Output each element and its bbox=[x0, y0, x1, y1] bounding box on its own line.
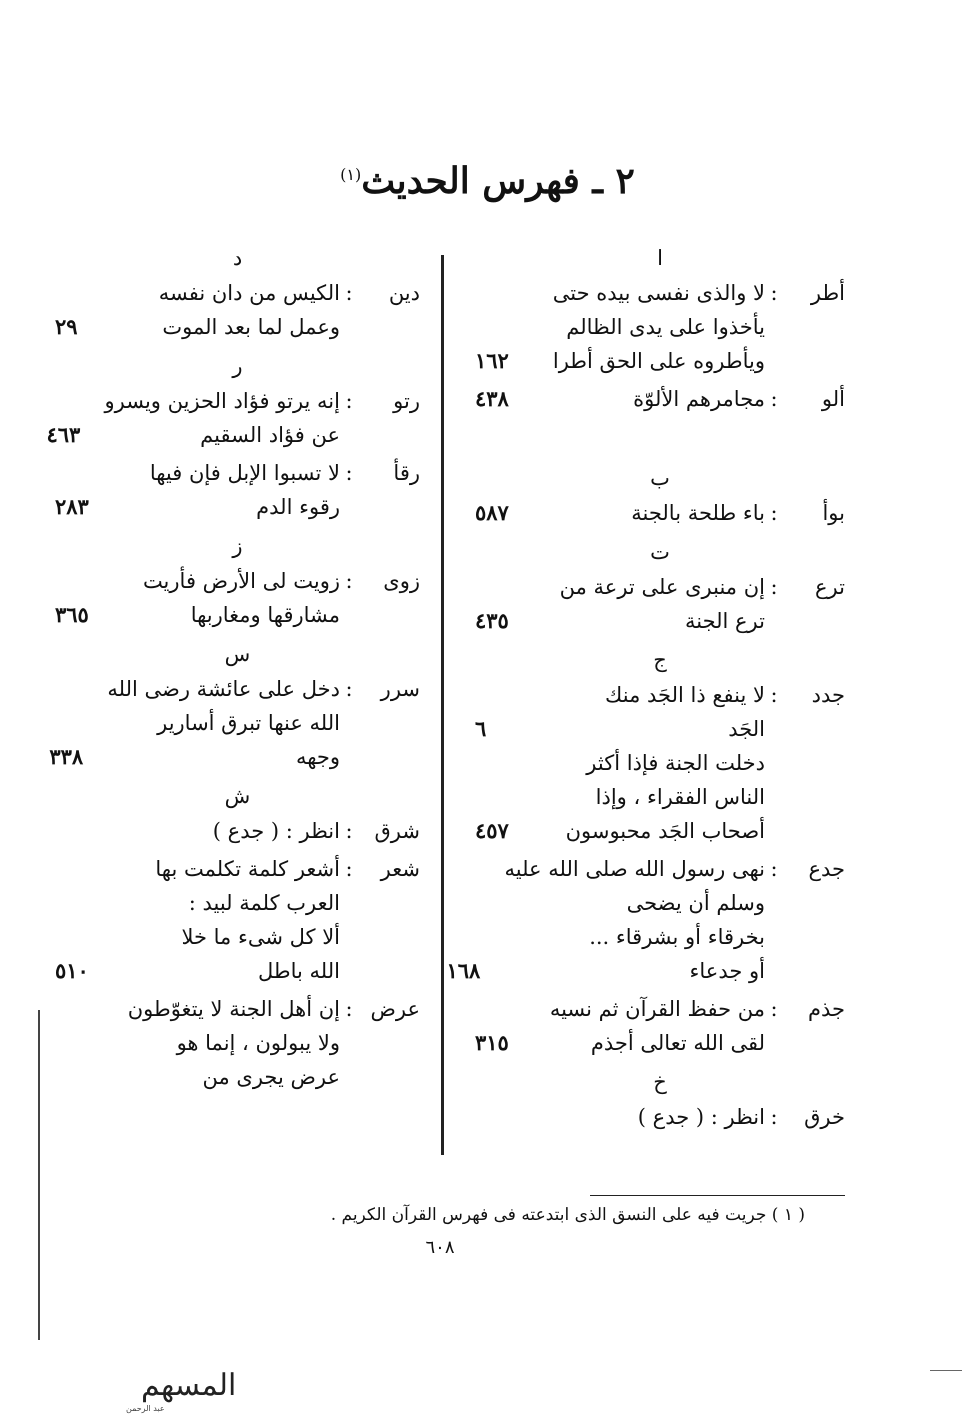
hadith-text: أو جدعاء bbox=[689, 959, 765, 983]
letter-section-header: ب bbox=[650, 466, 670, 490]
entry-separator: : bbox=[770, 501, 778, 525]
page-reference bbox=[55, 992, 113, 1026]
letter-section-header: ش bbox=[224, 784, 251, 808]
entry-line bbox=[49, 706, 340, 740]
entry-line bbox=[446, 886, 765, 920]
index-entry bbox=[475, 382, 845, 416]
entry-text-block bbox=[475, 570, 765, 638]
entry-separator: : bbox=[345, 997, 353, 1021]
index-entry bbox=[475, 992, 845, 1060]
entry-separator: : bbox=[345, 569, 353, 593]
hadith-text: لا ينفع ذا الجَد منك bbox=[605, 683, 765, 707]
entry-line bbox=[55, 456, 340, 490]
page-reference: ٣١٥ bbox=[475, 1030, 509, 1055]
page-number: ٦٠٨ bbox=[425, 1237, 455, 1258]
page-reference: ٥٨٧ bbox=[475, 500, 509, 525]
entry-root: جذم bbox=[807, 997, 845, 1021]
page-reference bbox=[475, 310, 533, 344]
entry-line bbox=[475, 382, 765, 416]
hadith-text: زويت لى الأرض فأريت bbox=[142, 569, 340, 593]
entry-line bbox=[55, 992, 340, 1026]
entry-line bbox=[475, 1100, 765, 1134]
entry-root: شعر bbox=[380, 857, 420, 881]
footnote-rule bbox=[590, 1195, 845, 1196]
entry-root: عرض bbox=[370, 997, 420, 1021]
page-reference: ٤٣٥ bbox=[475, 608, 509, 633]
stamp-main-text: المسهم bbox=[141, 1368, 237, 1403]
entry-line bbox=[47, 384, 341, 418]
page-reference bbox=[47, 384, 105, 418]
entry-line bbox=[55, 276, 340, 310]
hadith-text: ألا كل شىء ما خلا bbox=[181, 925, 340, 949]
entry-line bbox=[475, 746, 765, 780]
page-reference: ٢٩ bbox=[55, 314, 78, 339]
entry-line bbox=[49, 672, 340, 706]
page-reference: ٢٨٣ bbox=[55, 494, 89, 519]
page-reference bbox=[446, 852, 504, 886]
footnote: ( ١ ) جريت فيه على النسق الذى ابتدعته فى فهرس القرآن الكريم . bbox=[330, 1205, 805, 1225]
page-reference: ٤٥٧ bbox=[475, 818, 509, 843]
entry-root: خرق bbox=[804, 1105, 845, 1129]
library-stamp-logo bbox=[6, 1355, 237, 1417]
entry-root: أطر bbox=[810, 281, 845, 305]
hadith-text: مجامرهم الألوّة bbox=[633, 387, 765, 411]
page-reference bbox=[475, 678, 533, 712]
index-entry bbox=[475, 570, 845, 638]
entry-root: ترع bbox=[815, 575, 845, 599]
hadith-text: ترع الجنة bbox=[684, 609, 765, 633]
letter-section-header: د bbox=[232, 246, 243, 270]
entry-text-block bbox=[49, 672, 340, 774]
entry-text-block bbox=[475, 276, 765, 378]
index-entry bbox=[475, 678, 845, 848]
entry-line bbox=[475, 570, 765, 604]
entry-line bbox=[475, 780, 765, 814]
entry-text-block bbox=[47, 384, 341, 452]
hadith-text: دخل على عائشة رضى الله bbox=[107, 677, 340, 701]
entry-root: رقأ bbox=[393, 461, 420, 485]
letter-section-header: ج bbox=[653, 648, 667, 672]
entry-root: زوى bbox=[383, 569, 420, 593]
page-reference: ٣٦٥ bbox=[55, 602, 89, 627]
letter-section-header: ت bbox=[650, 540, 670, 564]
entry-root: رتو bbox=[393, 389, 420, 413]
entry-text-block bbox=[55, 564, 340, 632]
letter-section-header: ر bbox=[232, 354, 243, 378]
entry-text-block bbox=[475, 678, 765, 848]
entry-root: شرق bbox=[374, 819, 420, 843]
right-column bbox=[446, 240, 845, 1138]
entry-root: دين bbox=[388, 281, 420, 305]
entry-line bbox=[446, 920, 765, 954]
hadith-text: إن منبرى على ترعة من bbox=[559, 575, 765, 599]
hadith-text: الناس الفقراء ، وإذا bbox=[595, 785, 765, 809]
index-entry bbox=[55, 564, 420, 632]
entry-line bbox=[55, 1026, 340, 1060]
hadith-text: عرض يجرى من bbox=[202, 1065, 340, 1089]
entry-line bbox=[55, 1060, 340, 1094]
hadith-text: ولا يبولون ، إنما هو bbox=[176, 1031, 340, 1055]
hadith-text: أصحاب الجَد محبوسون bbox=[565, 819, 765, 843]
hadith-text: رقوء الدم bbox=[256, 495, 340, 519]
entry-text-block bbox=[475, 382, 765, 416]
index-entry bbox=[475, 496, 845, 530]
entry-separator: : bbox=[770, 997, 778, 1021]
entry-root: بوأ bbox=[822, 501, 845, 525]
index-entry bbox=[475, 276, 845, 378]
hadith-text: وجهه bbox=[295, 745, 340, 769]
hadith-text: الكيس من دان نفسه bbox=[158, 281, 340, 305]
title-footnote-marker: (١) bbox=[340, 165, 362, 184]
page-reference bbox=[55, 276, 113, 310]
page-reference bbox=[49, 706, 107, 740]
index-entry bbox=[49, 672, 420, 774]
entry-separator: : bbox=[770, 1105, 778, 1129]
page-reference bbox=[55, 564, 113, 598]
page-reference: ٤٦٣ bbox=[46, 422, 81, 447]
index-entry bbox=[55, 456, 420, 524]
scan-edge-line bbox=[38, 1010, 40, 1340]
hadith-text: انظر : ( جدع ) bbox=[212, 819, 340, 843]
page-reference bbox=[55, 886, 113, 920]
entry-separator: : bbox=[345, 819, 353, 843]
hadith-text: العرب كلمة لبيد : bbox=[188, 891, 340, 915]
page-reference bbox=[49, 672, 107, 706]
entry-line bbox=[446, 852, 765, 886]
page-reference bbox=[475, 746, 533, 780]
page-reference bbox=[55, 814, 113, 848]
title-text: ٢ ـ فهرس الحديث bbox=[361, 160, 635, 202]
letter-section-header: س bbox=[224, 642, 251, 666]
page-reference bbox=[475, 780, 533, 814]
hadith-text: من حفظ القرآن ثم نسيه bbox=[549, 997, 765, 1021]
page-reference: ١٦٨ bbox=[446, 958, 481, 983]
section-gap bbox=[475, 420, 845, 460]
page-reference bbox=[55, 920, 113, 954]
index-entry bbox=[475, 1100, 845, 1134]
stamp-small-text: عبد الرحمن bbox=[126, 1404, 165, 1413]
page-title bbox=[0, 160, 975, 202]
entry-line bbox=[47, 418, 341, 452]
scan-edge-mark bbox=[930, 1370, 962, 1371]
entry-line bbox=[55, 886, 340, 920]
entry-line bbox=[475, 344, 765, 378]
entry-line bbox=[49, 740, 340, 774]
entry-text-block bbox=[475, 992, 765, 1060]
entry-text-block bbox=[475, 1100, 765, 1134]
entry-line bbox=[475, 712, 765, 746]
index-entry bbox=[55, 276, 420, 344]
entry-line bbox=[55, 852, 340, 886]
entry-line bbox=[55, 920, 340, 954]
letter-section-header: خ bbox=[653, 1070, 667, 1094]
page-reference bbox=[475, 276, 533, 310]
entry-line bbox=[475, 276, 765, 310]
page-reference: ١٦٢ bbox=[475, 348, 509, 373]
entry-line bbox=[55, 490, 340, 524]
page-reference bbox=[55, 456, 113, 490]
entry-line bbox=[475, 992, 765, 1026]
entry-separator: : bbox=[770, 575, 778, 599]
entry-line bbox=[475, 496, 765, 530]
hadith-text: إنه يرتو فؤاد الحزين ويسرو bbox=[104, 389, 340, 413]
page-reference bbox=[475, 1100, 533, 1134]
page-reference bbox=[55, 852, 113, 886]
page-reference bbox=[55, 1060, 113, 1094]
hadith-text: عن فؤاد السقيم bbox=[200, 423, 340, 447]
hadith-text: لا تسبوا الإبل فإن فيها bbox=[149, 461, 340, 485]
entry-separator: : bbox=[770, 857, 778, 881]
left-column bbox=[46, 240, 420, 1098]
entry-root: ألو bbox=[821, 387, 845, 411]
entry-separator: : bbox=[345, 389, 353, 413]
entry-text-block bbox=[446, 852, 765, 988]
hadith-text: دخلت الجنة فإذا أكثر bbox=[586, 751, 765, 775]
page-reference bbox=[475, 570, 533, 604]
page-reference bbox=[55, 1026, 113, 1060]
page-reference: ٦ bbox=[475, 716, 487, 741]
entry-line bbox=[446, 954, 765, 988]
index-entry bbox=[55, 852, 420, 988]
entry-line bbox=[475, 1026, 765, 1060]
entry-line bbox=[55, 954, 340, 988]
hadith-text: بخرقاء أو بشرقاء ... bbox=[589, 925, 765, 949]
entry-line bbox=[55, 564, 340, 598]
entry-text-block bbox=[475, 496, 765, 530]
entry-separator: : bbox=[345, 857, 353, 881]
hadith-text: وعمل لما بعد الموت bbox=[162, 315, 340, 339]
entry-separator: : bbox=[770, 387, 778, 411]
entry-line bbox=[55, 598, 340, 632]
column-divider bbox=[441, 255, 444, 1155]
page-reference: ٤٣٨ bbox=[475, 386, 509, 411]
hadith-text: الجَد bbox=[728, 717, 765, 741]
entry-line bbox=[475, 678, 765, 712]
entry-root: جدد bbox=[811, 683, 845, 707]
hadith-text: انظر : ( جدع ) bbox=[637, 1105, 765, 1129]
hadith-text: يأخذوا على يدى الظالم bbox=[566, 315, 765, 339]
hadith-text: ويأطروه على الحق أطرا bbox=[552, 349, 765, 373]
entry-separator: : bbox=[770, 683, 778, 707]
hadith-text: مشارقها ومغاربها bbox=[190, 603, 340, 627]
entry-root: جدع bbox=[808, 857, 845, 881]
letter-section-header: ز bbox=[232, 534, 243, 558]
entry-separator: : bbox=[345, 677, 353, 701]
entry-text-block bbox=[55, 276, 340, 344]
entry-text-block bbox=[55, 814, 340, 848]
letter-section-header: ا bbox=[657, 246, 663, 270]
hadith-text: إن أهل الجنة لا يتغوّطون bbox=[127, 997, 340, 1021]
page-reference bbox=[446, 886, 504, 920]
entry-root: سرر bbox=[380, 677, 420, 701]
entry-line bbox=[475, 604, 765, 638]
index-entry bbox=[55, 814, 420, 848]
entry-text-block bbox=[55, 992, 340, 1094]
entry-line bbox=[475, 814, 765, 848]
hadith-text: أشعر كلمة تكلمت بها bbox=[155, 857, 340, 881]
entry-text-block bbox=[55, 456, 340, 524]
hadith-text: الله باطل bbox=[258, 959, 340, 983]
index-entry bbox=[446, 852, 845, 988]
hadith-text: وسلم أن يضحى bbox=[626, 891, 765, 915]
entry-line bbox=[55, 310, 340, 344]
entry-line bbox=[55, 814, 340, 848]
hadith-text: لقى الله تعالى أجذم bbox=[590, 1031, 765, 1055]
hadith-text: الله عنها تبرق أسارير bbox=[157, 711, 340, 735]
hadith-text: باء طلحة بالجنة bbox=[631, 501, 765, 525]
index-entry bbox=[55, 992, 420, 1094]
page-reference bbox=[446, 920, 504, 954]
page-reference bbox=[475, 992, 533, 1026]
entry-line bbox=[475, 310, 765, 344]
page-reference: ٣٣٨ bbox=[49, 744, 84, 769]
entry-separator: : bbox=[345, 461, 353, 485]
entry-text-block bbox=[55, 852, 340, 988]
entry-separator: : bbox=[345, 281, 353, 305]
hadith-text: نهى رسول الله صلى الله عليه bbox=[504, 857, 765, 881]
index-entry bbox=[46, 384, 420, 452]
hadith-text: لا والذى نفسى بيده حتى bbox=[552, 281, 765, 305]
entry-separator: : bbox=[770, 281, 778, 305]
page-reference: ٥١٠ bbox=[55, 958, 89, 983]
